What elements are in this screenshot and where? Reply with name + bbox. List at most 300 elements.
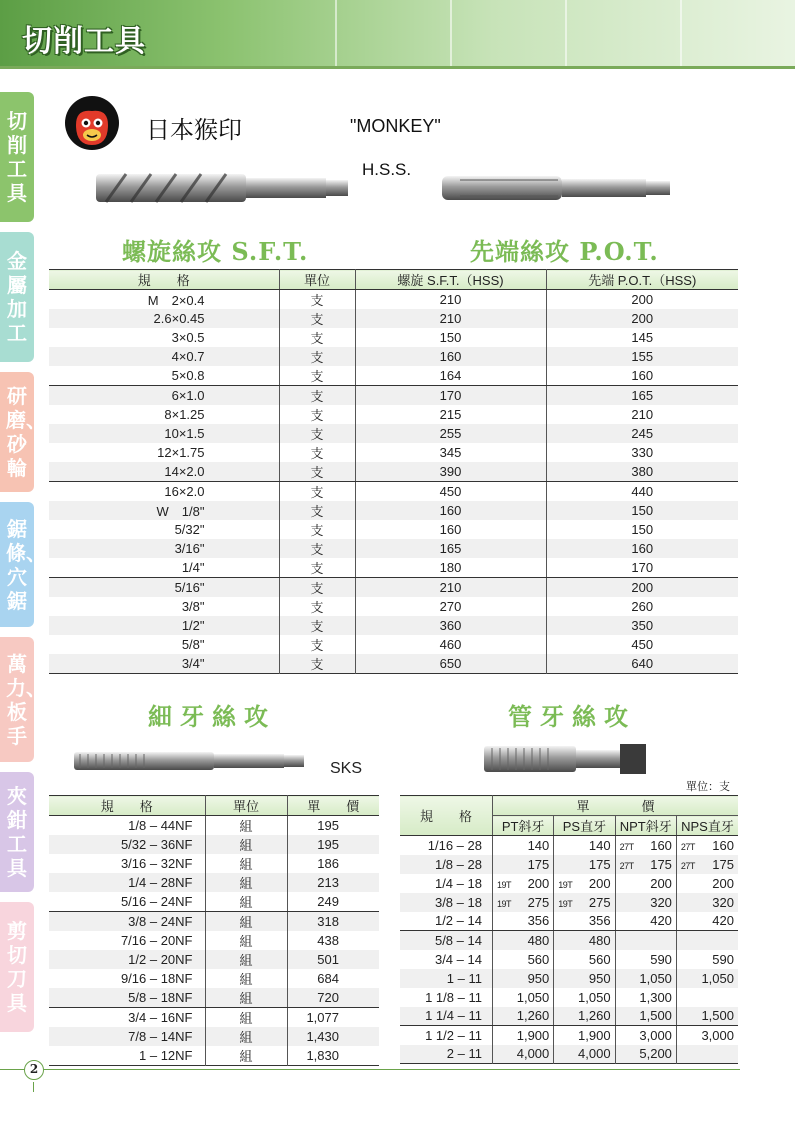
spec-cell: 1/4" xyxy=(49,558,279,578)
table-row xyxy=(400,836,738,855)
table-row xyxy=(49,597,738,616)
table-row xyxy=(49,443,738,462)
spec-cell: 1 – 11 xyxy=(400,969,492,988)
unit-cell: 組 xyxy=(205,1027,287,1046)
price-cell xyxy=(676,950,738,969)
price-value: 560 xyxy=(588,951,611,967)
price-cell xyxy=(492,874,553,893)
price-value: 560 xyxy=(527,951,550,967)
price-cell: 160 xyxy=(355,501,546,520)
price-cell xyxy=(492,950,553,969)
spec-cell: 1/8 – 28 xyxy=(400,855,492,874)
table-row xyxy=(400,1045,738,1064)
fine-tap-image xyxy=(74,748,306,774)
price-cell: 150 xyxy=(546,501,738,520)
spec-cell: 3×0.5 xyxy=(171,330,205,345)
price-value: 1,500 xyxy=(639,1008,672,1024)
price-cell: 160 xyxy=(355,520,546,539)
price-cell xyxy=(554,893,615,912)
spec-cell: 1/2 – 14 xyxy=(400,912,492,931)
table-row xyxy=(49,578,738,598)
price-cell: 438 xyxy=(287,931,379,950)
side-tab xyxy=(0,902,34,1032)
unit-cell: 支 xyxy=(279,347,355,366)
price-value: 590 xyxy=(650,951,672,967)
unit-cell: 組 xyxy=(205,816,287,836)
price-cell xyxy=(615,1007,676,1026)
fine-thread-title: 細牙絲攻 xyxy=(148,702,276,731)
teeth-count: 27T xyxy=(619,860,634,871)
price-cell: 195 xyxy=(287,835,379,854)
table-row xyxy=(400,969,738,988)
spec-cell: 5/32" xyxy=(174,522,205,537)
spec-cell: 2 – 11 xyxy=(400,1045,492,1064)
spec-cell: 3/4" xyxy=(49,654,279,674)
table-row xyxy=(49,892,379,912)
pipe-subheader: NPS直牙 xyxy=(676,816,738,836)
price-value: 320 xyxy=(650,894,672,910)
side-tab-label: 剪切刀具 xyxy=(7,919,27,1015)
price-value: 175 xyxy=(588,856,611,872)
price-value: 200 xyxy=(650,875,672,891)
price-cell: 318 xyxy=(287,912,379,932)
price-cell xyxy=(492,1045,553,1064)
table-row xyxy=(400,874,738,893)
spec-cell: 8×1.25 xyxy=(164,407,205,422)
price-cell xyxy=(492,1026,553,1045)
brand-name-en: "MONKEY" xyxy=(350,116,441,136)
pipe-subheader: NPT斜牙 xyxy=(615,816,676,836)
price-cell: 440 xyxy=(546,482,738,502)
table-row xyxy=(49,386,738,406)
table-row xyxy=(49,654,738,674)
unit-cell: 支 xyxy=(279,654,355,674)
price-cell: 640 xyxy=(546,654,738,674)
price-cell xyxy=(615,1045,676,1064)
spec-cell: 1/4 – 18 xyxy=(434,875,482,891)
header-divider xyxy=(0,66,795,69)
unit-cell: 支 xyxy=(279,501,355,520)
table-row xyxy=(400,1007,738,1026)
price-cell xyxy=(615,1026,676,1045)
table-row xyxy=(49,520,738,539)
price-cell xyxy=(554,931,615,950)
price-cell: 684 xyxy=(287,969,379,988)
spec-cell: 9/16 – 18NF xyxy=(120,971,193,986)
price-cell: 350 xyxy=(546,616,738,635)
price-value: 3,000 xyxy=(701,1027,734,1043)
unit-cell: 支 xyxy=(279,290,355,310)
price-value: 140 xyxy=(588,837,611,853)
price-value: 1,900 xyxy=(578,1027,611,1043)
price-value: 4,000 xyxy=(516,1046,550,1062)
price-value: 175 xyxy=(650,856,672,872)
price-cell xyxy=(554,1045,615,1064)
table-row xyxy=(49,912,379,932)
table-row xyxy=(400,988,738,1007)
unit-cell: 組 xyxy=(205,988,287,1008)
sks-label: SKS xyxy=(330,760,363,777)
table-row xyxy=(49,482,738,502)
price-cell: 150 xyxy=(355,328,546,347)
unit-cell: 支 xyxy=(279,386,355,406)
price-cell: 255 xyxy=(355,424,546,443)
spec-cell: 7/16 – 20NF xyxy=(120,933,193,948)
table-row xyxy=(400,1026,738,1045)
price-value: 160 xyxy=(712,837,734,853)
pipe-thread-price-table xyxy=(400,795,738,1064)
pipe-tap-image xyxy=(484,740,648,778)
price-cell: 150 xyxy=(546,520,738,539)
price-cell: 501 xyxy=(287,950,379,969)
header-band xyxy=(0,0,795,66)
table-row xyxy=(400,912,738,931)
table-row xyxy=(49,931,379,950)
spec-cell: 4×0.7 xyxy=(49,347,279,366)
spec-cell: 3/8 – 18 xyxy=(400,893,492,912)
price-value: 1,260 xyxy=(516,1008,550,1024)
table-row xyxy=(49,539,738,558)
price-value: 200 xyxy=(588,875,611,891)
pipe-col-spec: 規 格 xyxy=(400,796,492,836)
spec-cell: 1 1/4 – 11 xyxy=(400,1007,492,1026)
table-row xyxy=(49,309,738,328)
table-row xyxy=(400,950,738,969)
price-cell xyxy=(492,855,553,874)
side-tab xyxy=(0,372,46,492)
spec-cell: 1 1/8 – 11 xyxy=(425,989,482,1005)
spec-cell: 5/8 – 14 xyxy=(400,931,492,950)
price-cell: 160 xyxy=(355,347,546,366)
price-cell xyxy=(492,836,553,855)
price-value: 5,200 xyxy=(639,1046,672,1062)
unit-cell: 組 xyxy=(205,950,287,969)
price-cell: 155 xyxy=(546,347,738,366)
pipe-thread-title: 管牙絲攻 xyxy=(508,702,636,731)
spec-cell: M 2×0.4 xyxy=(147,293,205,308)
price-cell xyxy=(615,931,676,950)
price-value: 420 xyxy=(650,913,672,929)
price-cell xyxy=(615,950,676,969)
side-tab xyxy=(0,502,46,627)
table-row xyxy=(49,366,738,386)
price-value: 4,000 xyxy=(578,1046,611,1062)
spec-cell: 2.6×0.45 xyxy=(49,309,279,328)
unit-cell: 支 xyxy=(279,443,355,462)
price-value: 275 xyxy=(588,894,611,910)
price-cell xyxy=(615,874,676,893)
table-row xyxy=(49,873,379,892)
price-cell: 200 xyxy=(546,290,738,310)
price-value: 1,500 xyxy=(701,1008,734,1024)
spec-cell: 5/16 – 24NF xyxy=(49,892,205,912)
price-cell: 165 xyxy=(546,386,738,406)
side-tab xyxy=(0,92,34,222)
fine-col-header: 單位 xyxy=(205,796,287,816)
price-value: 3,000 xyxy=(639,1027,672,1043)
price-cell: 1,077 xyxy=(287,1008,379,1028)
side-tab xyxy=(0,232,34,362)
price-cell: 195 xyxy=(287,816,379,836)
price-cell xyxy=(554,988,615,1007)
price-value: 160 xyxy=(650,837,672,853)
price-cell xyxy=(492,912,553,931)
unit-cell: 支 xyxy=(279,462,355,482)
price-cell: 390 xyxy=(355,462,546,482)
price-cell: 160 xyxy=(546,366,738,386)
spec-cell: 5×0.8 xyxy=(49,366,279,386)
table-row xyxy=(49,988,379,1008)
teeth-count: 27T xyxy=(619,841,634,852)
teeth-count: 19T xyxy=(496,879,511,890)
spec-cell: 3/4 – 16NF xyxy=(128,1010,193,1025)
price-cell xyxy=(615,893,676,912)
point-tap-image xyxy=(440,170,672,206)
price-value: 356 xyxy=(527,913,550,929)
unit-cell: 支 xyxy=(279,635,355,654)
price-value: 420 xyxy=(712,913,734,929)
main-col-header: 單位 xyxy=(279,270,355,290)
price-cell: 245 xyxy=(546,424,738,443)
price-value: 480 xyxy=(588,932,611,948)
price-cell xyxy=(554,836,615,855)
price-cell xyxy=(676,1007,738,1026)
price-cell: 145 xyxy=(546,328,738,347)
price-value: 1,050 xyxy=(578,989,611,1005)
price-cell: 360 xyxy=(355,616,546,635)
side-tab-label: 夾鉗工具 xyxy=(7,784,27,880)
table-row xyxy=(49,854,379,873)
price-value: 1,900 xyxy=(516,1027,550,1043)
unit-cell: 支 xyxy=(279,616,355,635)
spec-cell: 1/16 – 28 xyxy=(427,837,482,853)
unit-cell: 支 xyxy=(279,424,355,443)
price-cell: 210 xyxy=(546,405,738,424)
side-tab-label: 研磨、砂輪 xyxy=(6,384,46,480)
fine-col-header: 單 價 xyxy=(287,796,379,816)
page-number-tick xyxy=(33,1082,34,1092)
side-tab xyxy=(0,772,34,892)
price-cell: 330 xyxy=(546,443,738,462)
price-cell xyxy=(492,931,553,950)
spiral-tap-image xyxy=(96,168,350,208)
price-cell xyxy=(676,931,738,950)
price-cell: 210 xyxy=(355,290,546,310)
unit-cell: 組 xyxy=(205,912,287,932)
price-cell: 380 xyxy=(546,462,738,482)
price-cell: 1,430 xyxy=(287,1027,379,1046)
spec-cell: 3/8" xyxy=(181,599,205,614)
table-row xyxy=(49,950,379,969)
price-value: 140 xyxy=(527,837,550,853)
unit-cell: 支 xyxy=(279,366,355,386)
teeth-count: 19T xyxy=(558,879,573,890)
brand-name: 日本猴印 xyxy=(146,116,242,144)
price-value: 356 xyxy=(588,913,611,929)
header-decor xyxy=(335,0,795,66)
price-value: 200 xyxy=(712,875,734,891)
table-row xyxy=(49,462,738,482)
unit-cell: 支 xyxy=(279,405,355,424)
price-cell: 460 xyxy=(355,635,546,654)
table-row xyxy=(49,347,738,366)
spec-cell: 10×1.5 xyxy=(49,424,279,443)
unit-cell: 支 xyxy=(279,309,355,328)
price-cell xyxy=(676,874,738,893)
price-value: 950 xyxy=(588,970,611,986)
price-value: 950 xyxy=(527,970,550,986)
spec-cell: 1/8 – 44NF xyxy=(128,818,193,833)
price-cell xyxy=(676,1045,738,1064)
unit-cell: 支 xyxy=(279,482,355,502)
unit-cell: 支 xyxy=(279,539,355,558)
table-row xyxy=(49,969,379,988)
price-cell xyxy=(615,969,676,988)
spec-cell: 5/16" xyxy=(49,578,279,598)
price-value: 480 xyxy=(527,932,550,948)
unit-cell: 組 xyxy=(205,1008,287,1028)
table-row xyxy=(49,616,738,635)
price-cell: 186 xyxy=(287,854,379,873)
pipe-col-price: 單 價 xyxy=(492,796,738,816)
price-cell xyxy=(676,836,738,855)
price-cell xyxy=(554,1007,615,1026)
price-value: 1,050 xyxy=(639,970,672,986)
spec-cell: 1 1/2 – 11 xyxy=(425,1027,482,1043)
unit-cell: 支 xyxy=(279,520,355,539)
price-cell: 270 xyxy=(355,597,546,616)
table-row xyxy=(49,328,738,347)
price-cell: 720 xyxy=(287,988,379,1008)
price-value: 320 xyxy=(712,894,734,910)
price-value: 200 xyxy=(527,875,550,891)
sft-title: 螺旋絲攻 S.F.T. xyxy=(122,237,309,266)
unit-cell: 組 xyxy=(205,1046,287,1066)
spec-cell: 14×2.0 xyxy=(49,462,279,482)
price-cell: 170 xyxy=(546,558,738,578)
spec-cell: 3/16" xyxy=(49,539,279,558)
table-row xyxy=(49,290,738,310)
price-cell: 180 xyxy=(355,558,546,578)
spec-cell: 5/8 – 18NF xyxy=(49,988,205,1008)
pipe-subheader: PS直牙 xyxy=(554,816,615,836)
unit-cell: 組 xyxy=(205,969,287,988)
pipe-subheader: PT斜牙 xyxy=(492,816,553,836)
unit-cell: 組 xyxy=(205,931,287,950)
price-cell xyxy=(554,912,615,931)
price-value: 175 xyxy=(527,856,550,872)
price-cell: 210 xyxy=(355,309,546,328)
price-cell xyxy=(492,893,553,912)
price-value: 1,050 xyxy=(516,989,550,1005)
side-tab-label: 鋸條、穴鋸 xyxy=(6,516,46,613)
price-cell: 213 xyxy=(287,873,379,892)
price-value: 1,300 xyxy=(639,989,672,1005)
price-cell xyxy=(554,1026,615,1045)
table-row xyxy=(400,931,738,950)
spec-cell: 7/8 – 14NF xyxy=(49,1027,205,1046)
main-col-header: 先端 P.O.T.（HSS) xyxy=(546,270,738,290)
price-cell: 165 xyxy=(355,539,546,558)
price-cell xyxy=(492,988,553,1007)
price-cell: 200 xyxy=(546,309,738,328)
price-cell: 1,830 xyxy=(287,1046,379,1066)
table-row xyxy=(49,424,738,443)
price-cell xyxy=(492,969,553,988)
price-cell xyxy=(676,855,738,874)
page-title: 切削工具 xyxy=(22,24,146,59)
price-cell xyxy=(554,855,615,874)
price-value: 175 xyxy=(712,856,734,872)
price-value: 590 xyxy=(712,951,734,967)
spec-cell: 5/8" xyxy=(181,637,205,652)
spec-cell: W 1/8" xyxy=(49,501,279,520)
table-row xyxy=(49,1046,379,1066)
price-cell: 650 xyxy=(355,654,546,674)
unit-cell: 組 xyxy=(205,854,287,873)
price-cell xyxy=(615,912,676,931)
teeth-count: 19T xyxy=(558,898,573,909)
price-cell: 249 xyxy=(287,892,379,912)
table-row xyxy=(400,855,738,874)
price-cell xyxy=(676,1026,738,1045)
spec-cell: 1 – 12NF xyxy=(139,1048,193,1063)
teeth-count: 27T xyxy=(680,841,695,852)
table-row xyxy=(49,1027,379,1046)
price-cell: 200 xyxy=(546,578,738,598)
spec-cell: 3/4 – 14 xyxy=(434,951,482,967)
price-cell xyxy=(554,969,615,988)
price-cell: 170 xyxy=(355,386,546,406)
spec-cell: 3/8 – 24NF xyxy=(49,912,205,932)
price-cell: 345 xyxy=(355,443,546,462)
price-cell: 260 xyxy=(546,597,738,616)
price-cell xyxy=(676,893,738,912)
price-cell xyxy=(615,836,676,855)
price-cell xyxy=(492,1007,553,1026)
price-cell xyxy=(676,912,738,931)
price-value: 1,260 xyxy=(578,1008,611,1024)
spec-cell: 6×1.0 xyxy=(49,386,279,406)
fine-thread-price-table xyxy=(49,795,379,1066)
price-cell xyxy=(554,874,615,893)
unit-cell: 支 xyxy=(279,597,355,616)
price-cell: 164 xyxy=(355,366,546,386)
spec-cell: 1/4 – 28NF xyxy=(49,873,205,892)
spec-cell: 5/32 – 36NF xyxy=(49,835,205,854)
table-row xyxy=(49,1008,379,1028)
price-cell xyxy=(676,988,738,1007)
table-row xyxy=(49,558,738,578)
price-cell: 160 xyxy=(546,539,738,558)
side-tab-label: 萬力、板手 xyxy=(6,651,46,748)
pot-title: 先端絲攻 P.O.T. xyxy=(470,237,659,266)
price-cell: 215 xyxy=(355,405,546,424)
side-tab-label: 金屬加工 xyxy=(7,249,27,345)
material-label: H.S.S. xyxy=(362,160,412,179)
price-cell xyxy=(554,950,615,969)
unit-cell: 支 xyxy=(279,558,355,578)
unit-cell: 支 xyxy=(279,328,355,347)
price-cell: 450 xyxy=(355,482,546,502)
spec-cell: 3/16 – 32NF xyxy=(120,856,193,871)
spec-cell: 1/2 – 20NF xyxy=(49,950,205,969)
table-row xyxy=(49,405,738,424)
price-cell: 210 xyxy=(355,578,546,598)
table-row xyxy=(49,635,738,654)
unit-cell: 支 xyxy=(279,578,355,598)
table-row xyxy=(49,501,738,520)
